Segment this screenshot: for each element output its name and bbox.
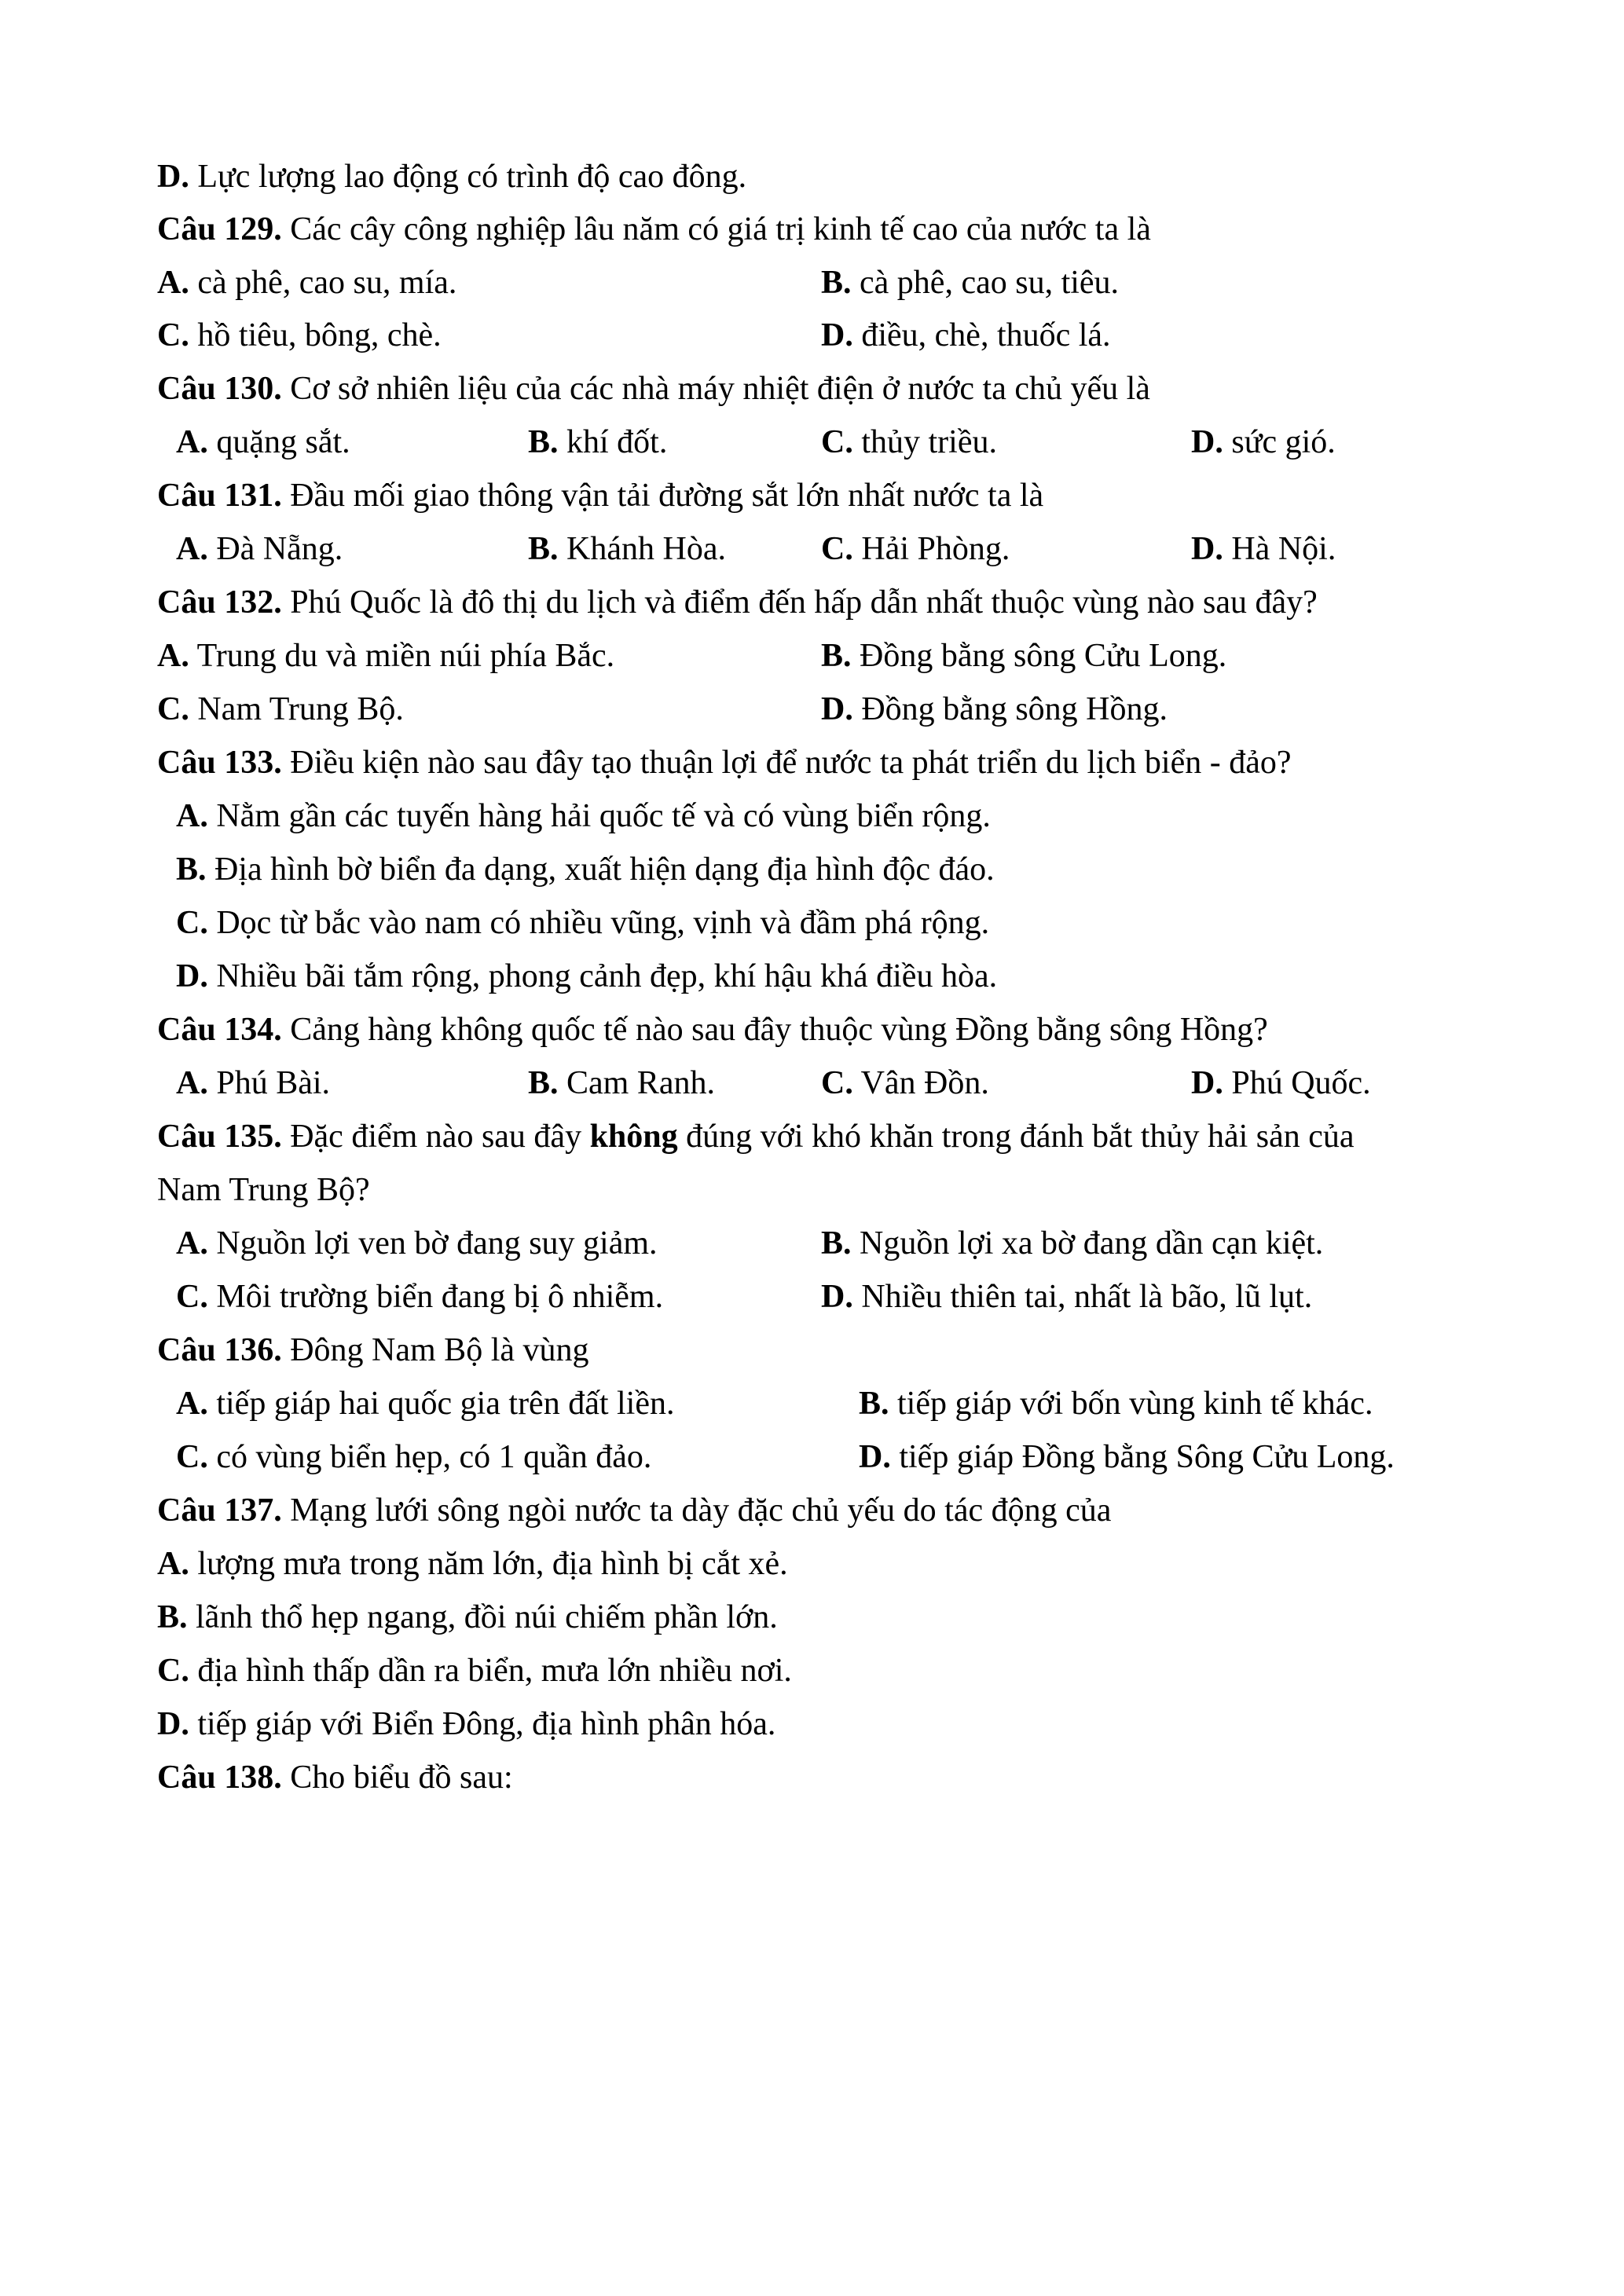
option-letter: A.	[157, 1546, 189, 1582]
q129-option-c	[157, 319, 442, 352]
q129-option-a	[157, 266, 456, 299]
option-text: sức gió.	[1223, 424, 1336, 460]
q130-option-a	[176, 426, 350, 459]
option-text: Nằm gần các tuyến hàng hải quốc tế và có vùng biển rộng.	[207, 798, 991, 834]
q135-stem	[157, 1120, 1355, 1153]
option-text: cà phê, cao su, mía.	[189, 265, 457, 301]
question-text: Nam Trung Bộ?	[157, 1172, 370, 1208]
q134-stem	[157, 1013, 1268, 1046]
option-letter: C.	[157, 691, 189, 727]
q135-option-b	[821, 1227, 1323, 1260]
q132-stem	[157, 586, 1318, 619]
question-text: Cảng hàng không quốc tế nào sau đây thuộc vùng Đồng bằng sông Hồng?	[281, 1012, 1268, 1048]
q133-option-b	[176, 853, 995, 886]
q134-option-a	[176, 1067, 330, 1100]
option-text: tiếp giáp hai quốc gia trên đất liền.	[207, 1386, 675, 1422]
q137-option-a	[157, 1547, 788, 1580]
question-label: Câu 132.	[157, 584, 282, 621]
question-text: Điều kiện nào sau đây tạo thuận lợi để nước ta phát triển du lịch biển - đảo?	[281, 745, 1292, 781]
q138-stem	[157, 1761, 513, 1794]
q132-option-b	[821, 639, 1226, 672]
question-text: đúng với khó khăn trong đánh bắt thủy hải sản của	[677, 1119, 1355, 1155]
question-label: Câu 134.	[157, 1012, 282, 1048]
option-text: Đà Nẵng.	[207, 531, 343, 567]
option-text: Nhiều thiên tai, nhất là bão, lũ lụt.	[852, 1279, 1313, 1315]
option-text: tiếp giáp Đồng bằng Sông Cửu Long.	[890, 1439, 1395, 1475]
option-letter: D.	[821, 691, 853, 727]
option-text: Phú Bài.	[207, 1065, 331, 1101]
option-text: cà phê, cao su, tiêu.	[851, 265, 1120, 301]
question-text: Cho biểu đồ sau:	[281, 1760, 513, 1796]
option-letter: A.	[176, 531, 208, 567]
option-letter: A.	[176, 424, 208, 460]
q131-option-d	[1191, 533, 1336, 566]
option-letter: B.	[859, 1386, 889, 1422]
option-letter: A.	[176, 798, 208, 834]
option-letter: D.	[157, 159, 189, 195]
option-letter: D.	[1191, 424, 1223, 460]
q136-stem	[157, 1334, 589, 1367]
question-text: Mạng lưới sông ngòi nước ta dày đặc chủ yếu do tác động của	[281, 1492, 1112, 1529]
q128-option-d	[157, 160, 746, 193]
option-text: Trung du và miền núi phía Bắc.	[189, 638, 615, 674]
option-letter: D.	[157, 1706, 189, 1742]
option-text: khí đốt.	[558, 424, 668, 460]
question-label: Câu 138.	[157, 1760, 282, 1796]
option-text: lãnh thổ hẹp ngang, đồi núi chiếm phần lớn.	[187, 1599, 778, 1635]
option-text: Phú Quốc.	[1223, 1065, 1371, 1101]
q130-option-c	[821, 426, 997, 459]
q136-option-a	[176, 1387, 674, 1420]
option-letter: A.	[176, 1225, 208, 1262]
q130-stem	[157, 372, 1150, 405]
option-text: Cam Ranh.	[558, 1065, 715, 1101]
q134-option-c	[821, 1067, 989, 1100]
q137-option-b	[157, 1601, 778, 1634]
option-text: tiếp giáp với Biển Đông, địa hình phân hóa.	[189, 1706, 776, 1742]
option-letter: B.	[821, 638, 852, 674]
option-text: Lực lượng lao động có trình độ cao đông.	[189, 159, 747, 195]
q132-option-a	[157, 639, 614, 672]
question-text: Đông Nam Bộ là vùng	[281, 1332, 589, 1368]
q132-option-d	[821, 693, 1168, 726]
option-text: Hải Phòng.	[852, 531, 1010, 567]
q131-option-a	[176, 533, 343, 566]
option-letter: C.	[176, 905, 208, 941]
question-label: Câu 135.	[157, 1119, 282, 1155]
q135-stem-continued	[157, 1174, 370, 1207]
option-letter: A.	[157, 265, 189, 301]
question-label: Câu 130.	[157, 371, 282, 407]
q136-option-c	[176, 1441, 651, 1474]
option-letter: D.	[1191, 1065, 1223, 1101]
option-letter: B.	[528, 1065, 559, 1101]
option-letter: D.	[859, 1439, 891, 1475]
option-text: Dọc từ bắc vào nam có nhiều vũng, vịnh và đầm phá rộng.	[207, 905, 990, 941]
q134-option-d	[1191, 1067, 1371, 1100]
option-letter: B.	[176, 851, 207, 888]
q133-option-a	[176, 800, 991, 833]
q137-stem	[157, 1494, 1111, 1527]
q137-option-c	[157, 1654, 792, 1687]
option-text: Nhiều bãi tắm rộng, phong cảnh đẹp, khí hậu khá điều hòa.	[207, 958, 998, 994]
q130-option-b	[528, 426, 667, 459]
q129-option-d	[821, 319, 1111, 352]
question-text: Các cây công nghiệp lâu năm có giá trị kinh tế cao của nước ta là	[281, 211, 1151, 247]
option-letter: B.	[821, 1225, 852, 1262]
option-letter: D.	[821, 1279, 853, 1315]
emphasis-text: không	[589, 1119, 678, 1155]
question-text: Phú Quốc là đô thị du lịch và điểm đến hấp dẫn nhất thuộc vùng nào sau đây?	[281, 584, 1318, 621]
option-text: Đồng bằng sông Cửu Long.	[851, 638, 1227, 674]
question-label: Câu 137.	[157, 1492, 282, 1529]
q129-stem	[157, 213, 1151, 246]
q132-option-c	[157, 693, 404, 726]
question-text: Đặc điểm nào sau đây	[281, 1119, 590, 1155]
option-text: quặng sắt.	[207, 424, 350, 460]
option-letter: C.	[176, 1279, 208, 1315]
q136-option-d	[859, 1441, 1395, 1474]
question-label: Câu 136.	[157, 1332, 282, 1368]
q135-option-a	[176, 1227, 658, 1260]
option-letter: C.	[176, 1439, 208, 1475]
q135-option-c	[176, 1280, 663, 1313]
option-text: Khánh Hòa.	[558, 531, 726, 567]
option-letter: A.	[157, 638, 189, 674]
option-text: điều, chè, thuốc lá.	[852, 317, 1111, 353]
option-letter: C.	[821, 1065, 853, 1101]
option-letter: C.	[157, 1653, 189, 1689]
option-text: địa hình thấp dần ra biển, mưa lớn nhiều nơi.	[189, 1653, 792, 1689]
option-text: Nguồn lợi ven bờ đang suy giảm.	[207, 1225, 658, 1262]
question-text: Đầu mối giao thông vận tải đường sắt lớn nhất nước ta là	[281, 478, 1044, 514]
option-text: có vùng biển hẹp, có 1 quần đảo.	[207, 1439, 652, 1475]
q134-option-b	[528, 1067, 715, 1100]
q135-option-d	[821, 1280, 1312, 1313]
question-text: Cơ sở nhiên liệu của các nhà máy nhiệt điện ở nước ta chủ yếu là	[281, 371, 1150, 407]
option-letter: B.	[528, 531, 559, 567]
q137-option-d	[157, 1708, 775, 1741]
q133-stem	[157, 746, 1292, 779]
q136-option-b	[859, 1387, 1373, 1420]
option-text: Địa hình bờ biển đa dạng, xuất hiện dạng địa hình độc đáo.	[206, 851, 995, 888]
option-text: Vân Đồn.	[852, 1065, 989, 1101]
option-letter: D.	[821, 317, 853, 353]
option-letter: D.	[176, 958, 208, 994]
option-text: Nam Trung Bộ.	[189, 691, 404, 727]
question-label: Câu 129.	[157, 211, 282, 247]
option-letter: B.	[157, 1599, 188, 1635]
option-text: Môi trường biển đang bị ô nhiễm.	[207, 1279, 664, 1315]
option-letter: B.	[821, 265, 852, 301]
option-letter: A.	[176, 1065, 208, 1101]
option-letter: D.	[1191, 531, 1223, 567]
option-text: hồ tiêu, bông, chè.	[189, 317, 442, 353]
option-letter: C.	[821, 424, 853, 460]
option-letter: A.	[176, 1386, 208, 1422]
q133-option-c	[176, 906, 989, 939]
question-label: Câu 131.	[157, 478, 282, 514]
option-text: thủy triều.	[852, 424, 997, 460]
option-letter: B.	[528, 424, 559, 460]
option-text: Đồng bằng sông Hồng.	[852, 691, 1168, 727]
q131-option-c	[821, 533, 1010, 566]
option-text: Nguồn lợi xa bờ đang dần cạn kiệt.	[851, 1225, 1324, 1262]
question-label: Câu 133.	[157, 745, 282, 781]
option-letter: C.	[821, 531, 853, 567]
q133-option-d	[176, 960, 997, 993]
q131-stem	[157, 479, 1043, 512]
option-letter: C.	[157, 317, 189, 353]
q130-option-d	[1191, 426, 1336, 459]
option-text: Hà Nội.	[1223, 531, 1336, 567]
option-text: tiếp giáp với bốn vùng kinh tế khác.	[889, 1386, 1373, 1422]
q129-option-b	[821, 266, 1119, 299]
option-text: lượng mưa trong năm lớn, địa hình bị cắt xẻ.	[189, 1546, 788, 1582]
q131-option-b	[528, 533, 726, 566]
